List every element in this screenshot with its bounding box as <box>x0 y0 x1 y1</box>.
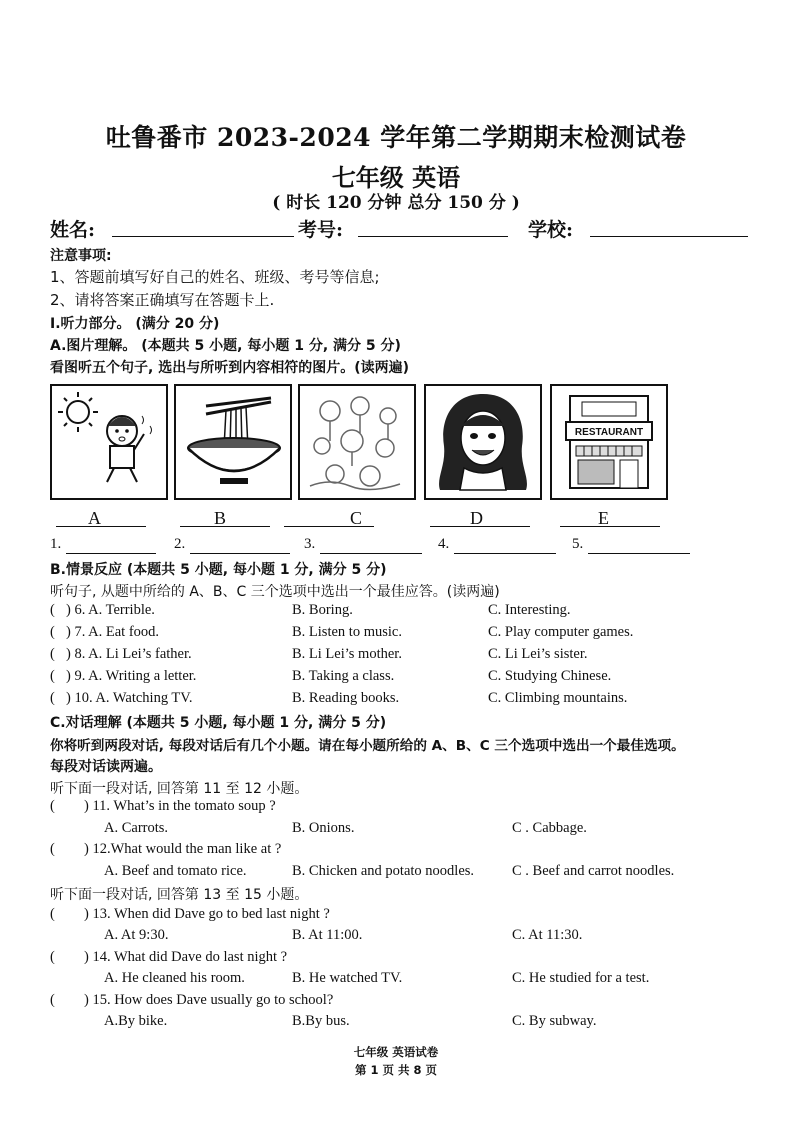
q10-option-a: ) 10. A. Watching TV. <box>66 690 193 706</box>
picture-label-d: D <box>470 508 483 528</box>
note-item-2: 2、请将答案正确填写在答题卡上. <box>50 291 275 309</box>
answer-paren-9[interactable]: ( <box>50 668 55 684</box>
q15-option-a: A.By bike. <box>104 1013 168 1029</box>
q9-option-c: C. Studying Chinese. <box>488 668 612 684</box>
answer-label-4: 4. <box>438 536 450 552</box>
restaurant-sign: RESTAURANT <box>574 427 644 438</box>
q6-option-c: C. Interesting. <box>488 602 571 618</box>
exam-title: 吐鲁番市 2023-2024 学年第二学期期末检测试卷 <box>105 123 687 152</box>
part-b-instruction: 听句子, 从题中所给的 A、B、C 三个选项中选出一个最佳应答。(读两遍) <box>50 584 500 600</box>
picture-label-e: E <box>598 508 609 528</box>
label-underline-c <box>284 526 374 527</box>
q12-option-b: B. Chicken and potato noodles. <box>292 863 475 879</box>
answer-paren-15[interactable]: ( <box>50 992 55 1008</box>
note-item-1: 1、答题前填写好自己的姓名、班级、考号等信息; <box>50 268 380 286</box>
answer-blank-4[interactable] <box>454 553 556 554</box>
answer-blank-3[interactable] <box>320 553 422 554</box>
answer-label-5: 5. <box>572 536 584 552</box>
picture-d <box>424 384 542 500</box>
q8-option-b: B. Li Lei’s mother. <box>292 646 402 662</box>
q6-option-b: B. Boring. <box>292 602 353 618</box>
exam-duration: ( 时长 120 分钟 总分 150 分 ) <box>272 193 520 213</box>
noodles-bowl-icon <box>176 386 290 498</box>
label-underline-d <box>430 526 530 527</box>
q12-question: ) 12.What would the man like at ? <box>84 841 282 857</box>
q13-option-a: A. At 9:30. <box>104 927 169 943</box>
answer-paren-11[interactable]: ( <box>50 798 55 814</box>
curly-hair-girl-icon <box>426 386 540 498</box>
q7-option-c: C. Play computer games. <box>488 624 634 640</box>
q14-question: ) 14. What did Dave do last night ? <box>84 949 288 965</box>
picture-label-c: C <box>350 508 363 528</box>
part-c-instruction-1: 你将听到两段对话, 每段对话后有几个小题。请在每小题所给的 A、B、C 三个选项中选出一个最佳选项。 <box>50 738 685 754</box>
q8-option-c: C. Li Lei’s sister. <box>488 646 588 662</box>
q10-option-b: B. Reading books. <box>292 690 400 706</box>
q15-option-c: C. By subway. <box>512 1013 597 1029</box>
answer-label-2: 2. <box>174 536 186 552</box>
q7-option-a: ) 7. A. Eat food. <box>66 624 160 640</box>
q11-question: ) 11. What’s in the tomato soup ? <box>84 798 276 814</box>
picture-label-a: A <box>88 508 101 528</box>
picture-e <box>550 384 668 500</box>
q13-question: ) 13. When did Dave go to bed last night ? <box>84 906 330 922</box>
footer-subject: 七年级 英语试卷 <box>353 1045 439 1059</box>
q9-option-a: ) 9. A. Writing a letter. <box>66 668 197 684</box>
school-label: 学校: <box>528 219 574 241</box>
q14-option-b: B. He watched TV. <box>292 970 403 986</box>
exam-no-label: 考号: <box>298 219 344 241</box>
answer-blank-1[interactable] <box>66 553 156 554</box>
exam-no-field[interactable] <box>358 236 508 237</box>
picture-a <box>50 384 168 500</box>
picture-c <box>298 384 416 500</box>
q15-option-b: B.By bus. <box>292 1013 350 1029</box>
answer-paren-13[interactable]: ( <box>50 906 55 922</box>
answer-label-1: 1. <box>50 536 62 552</box>
answer-paren-14[interactable]: ( <box>50 949 55 965</box>
listening-heading: I.听力部分。 (满分 20 分) <box>50 316 220 332</box>
dialog-2-prompt: 听下面一段对话, 回答第 13 至 15 小题。 <box>50 887 309 903</box>
picture-b <box>174 384 292 500</box>
part-a-heading: A.图片理解。 (本题共 5 小题, 每小题 1 分, 满分 5 分) <box>50 338 401 354</box>
q11-option-a: A. Carrots. <box>104 820 169 836</box>
answer-blank-5[interactable] <box>588 553 690 554</box>
footer-page-number: 第 1 页 共 8 页 <box>354 1063 438 1077</box>
answer-blank-2[interactable] <box>190 553 290 554</box>
answer-paren-8[interactable]: ( <box>50 646 55 662</box>
picture-label-b: B <box>214 508 227 528</box>
restaurant-building-icon <box>552 386 666 498</box>
part-c-instruction-2: 每段对话读两遍。 <box>50 759 162 775</box>
q11-option-c: C . Cabbage. <box>512 820 587 836</box>
q15-question: ) 15. How does Dave usually go to school? <box>84 992 334 1008</box>
label-underline-e <box>560 526 660 527</box>
q9-option-b: B. Taking a class. <box>292 668 395 684</box>
q12-option-a: A. Beef and tomato rice. <box>104 863 247 879</box>
q14-option-a: A. He cleaned his room. <box>104 970 245 986</box>
name-label: 姓名: <box>50 219 96 241</box>
q13-option-b: B. At 11:00. <box>292 927 363 943</box>
school-field[interactable] <box>590 236 748 237</box>
q10-option-c: C. Climbing mountains. <box>488 690 628 706</box>
q12-option-c: C . Beef and carrot noodles. <box>512 863 675 879</box>
answer-paren-12[interactable]: ( <box>50 841 55 857</box>
label-underline-b <box>180 526 270 527</box>
name-field[interactable] <box>112 236 294 237</box>
answer-paren-7[interactable]: ( <box>50 624 55 640</box>
q7-option-b: B. Listen to music. <box>292 624 402 640</box>
answer-paren-6[interactable]: ( <box>50 602 55 618</box>
q6-option-a: ) 6. A. Terrible. <box>66 602 155 618</box>
hot-sun-boy-icon <box>52 386 166 498</box>
q8-option-a: ) 8. A. Li Lei’s father. <box>66 646 192 662</box>
part-a-instruction: 看图听五个句子, 选出与所听到内容相符的图片。(读两遍) <box>50 360 409 376</box>
q13-option-c: C. At 11:30. <box>512 927 583 943</box>
answer-paren-10[interactable]: ( <box>50 690 55 706</box>
q11-option-b: B. Onions. <box>292 820 355 836</box>
exam-subject: 七年级 英语 <box>331 163 461 192</box>
dialog-1-prompt: 听下面一段对话, 回答第 11 至 12 小题。 <box>50 781 309 797</box>
q14-option-c: C. He studied for a test. <box>512 970 650 986</box>
notes-heading: 注意事项: <box>50 248 112 264</box>
part-c-heading: C.对话理解 (本题共 5 小题, 每小题 1 分, 满分 5 分) <box>50 715 387 731</box>
label-underline-a <box>56 526 146 527</box>
part-b-heading: B.情景反应 (本题共 5 小题, 每小题 1 分, 满分 5 分) <box>50 562 387 578</box>
answer-label-3: 3. <box>304 536 316 552</box>
garden-flowers-icon <box>300 386 414 498</box>
